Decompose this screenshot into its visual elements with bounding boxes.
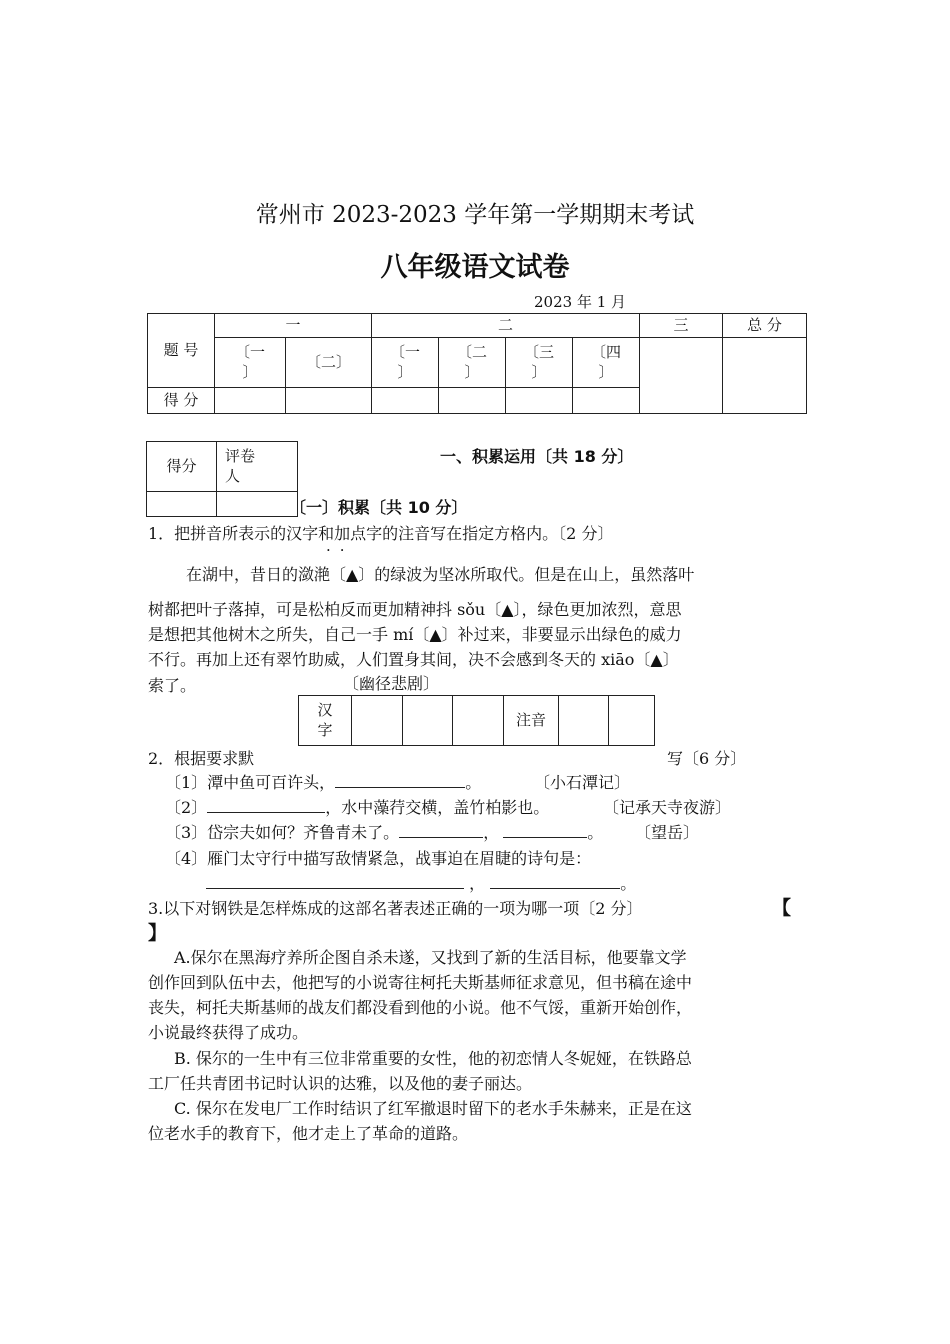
q1-passage-line2: 树都把叶子落掉，可是松柏反而更加精神抖 sǒu〔▲〕，绿色更加浓烈，意思 [148,600,682,619]
sub-header-2d: 〔四 〕 [573,338,640,388]
q3-option-a-line2: 创作回到队伍中去，他把写的小说寄往柯托夫斯基师征求意见，但书稿在途中 [148,973,693,992]
subsection-title: 〔一〕积累〔共 10 分〕 [290,498,468,517]
hanzi-label: 汉 字 [299,696,352,746]
zhuyin-label: 注音 [504,696,559,746]
q3-option-a-line1: A.保尔在黑海疗养所企图自杀未遂，又找到了新的生活目标，他要靠文学 [174,948,687,967]
q3-answer-bracket-open[interactable]: 【 [772,897,792,919]
grader-score-label: 得分 [147,442,217,492]
score-cell-3[interactable] [640,338,723,414]
q1-passage-line4: 不行。再加上还有翠竹助威，人们置身其间，决不会感到冬天的 xiāo〔▲〕 [148,650,679,669]
q1-passage-line5: 索了。 [148,676,197,695]
q1-prompt: 1．把拼音所表示的汉字和加点字的注音写在指定方格内。〔2 分〕 [148,524,614,543]
q2-item3-blank-2[interactable] [503,823,587,838]
grader-name-cell[interactable] [217,492,298,517]
q3-option-a-line4: 小说最终获得了成功。 [148,1023,309,1042]
q2-item4: 〔4〕雁门太守行中描写敌情紧急，战事迫在眉睫的诗句是： [165,849,592,868]
grader-name-label: 评卷 人 [217,442,298,492]
q2-item3: 〔3〕岱宗夫如何？齐鲁青未了。 ， 。 [165,823,604,842]
sub-header-1a: 〔一 〕 [215,338,286,388]
q2-item1: 〔1〕潭中鱼可百许头， 。 [165,773,482,792]
sub-header-2a: 〔一 〕 [372,338,439,388]
q2-item1-blank[interactable] [335,773,465,788]
zhuyin-cell-2[interactable] [609,696,655,746]
hanzi-cell-3[interactable] [453,696,504,746]
exam-title: 常州市 2023-2023 学年第一学期期末考试 [255,202,695,228]
exam-date: 2023 年 1 月 [534,293,627,311]
sub-header-2b: 〔二 〕 [439,338,506,388]
row-label-score: 得 分 [148,388,215,414]
sub-header-1b: 〔二〕 [286,338,372,388]
score-cell-total[interactable] [723,338,807,414]
q1-source: 〔幽径悲剧〕 [343,674,440,693]
q3-option-a-line3: 丧失，柯托夫斯基师的战友们都没看到他的小说。他不气馁，重新开始创作， [148,998,693,1017]
q3-answer-bracket-close: 】 [148,922,168,944]
q2-item1-source: 〔小石潭记〕 [534,773,631,792]
hanzi-cell-2[interactable] [403,696,453,746]
q2-item4-blank-1[interactable] [206,874,464,889]
score-cell-2c[interactable] [506,388,573,414]
section-title: 一、积累运用〔共 18 分〕 [440,447,634,466]
hanzi-cell-1[interactable] [352,696,403,746]
group-3-header: 三 [640,314,723,338]
q2-item4-blank-2[interactable] [490,874,620,889]
q2-item2-blank[interactable] [207,798,325,813]
row-label-question: 题 号 [148,314,215,388]
q2-prompt-a: 2．根据要求默 [148,749,255,768]
q2-item3-blank-1[interactable] [399,823,483,838]
q2-item2-source: 〔记承天寺夜游〕 [603,798,732,817]
q3-option-c-line1: C. 保尔在发电厂工作时结识了红军撤退时留下的老水手朱赫来，正是在这 [174,1099,692,1118]
grader-score-cell[interactable] [147,492,217,517]
score-cell-1b[interactable] [286,388,372,414]
q3-option-c-line2: 位老水手的教育下，他才走上了革命的道路。 [148,1124,469,1143]
q1-passage-line3: 是想把其他树木之所失，自己一手 mí〔▲〕补过来，非要显示出绿色的威力 [148,625,682,644]
q2-prompt-b: 写〔6 分〕 [667,749,747,768]
score-table [147,313,807,414]
q2-item3-source: 〔望岳〕 [635,823,700,842]
answer-grid [298,695,655,746]
group-1-header: 一 [215,314,372,338]
q3-option-b-line1: B. 保尔的一生中有三位非常重要的女性，他的初恋情人冬妮娅，在铁路总 [174,1049,692,1068]
q2-item4-answer: ， 。 [206,871,636,894]
sub-header-2c: 〔三 〕 [506,338,573,388]
q2-item2: 〔2〕 ，水中藻荇交横，盖竹柏影也。 [165,798,550,817]
total-header: 总 分 [723,314,807,338]
q3-option-b-line2: 工厂任共青团书记时认识的达雅，以及他的妻子丽达。 [148,1074,533,1093]
zhuyin-cell-1[interactable] [559,696,609,746]
grader-table [146,441,298,517]
exam-subtitle: 八年级语文试卷 [380,252,570,283]
score-cell-1a[interactable] [215,388,286,414]
score-cell-2d[interactable] [573,388,640,414]
group-2-header: 二 [372,314,640,338]
q3-prompt: 3.以下对钢铁是怎样炼成的这部名著表述正确的一项为哪一项〔2 分〕 [148,899,643,918]
score-cell-2b[interactable] [439,388,506,414]
q1-passage-line1: 在湖中，昔日的潋滟〔▲〕的绿波为坚冰所取代。但是在山上，虽然落叶 [186,565,695,584]
score-cell-2a[interactable] [372,388,439,414]
emphasis-dots: ·· [326,541,354,559]
